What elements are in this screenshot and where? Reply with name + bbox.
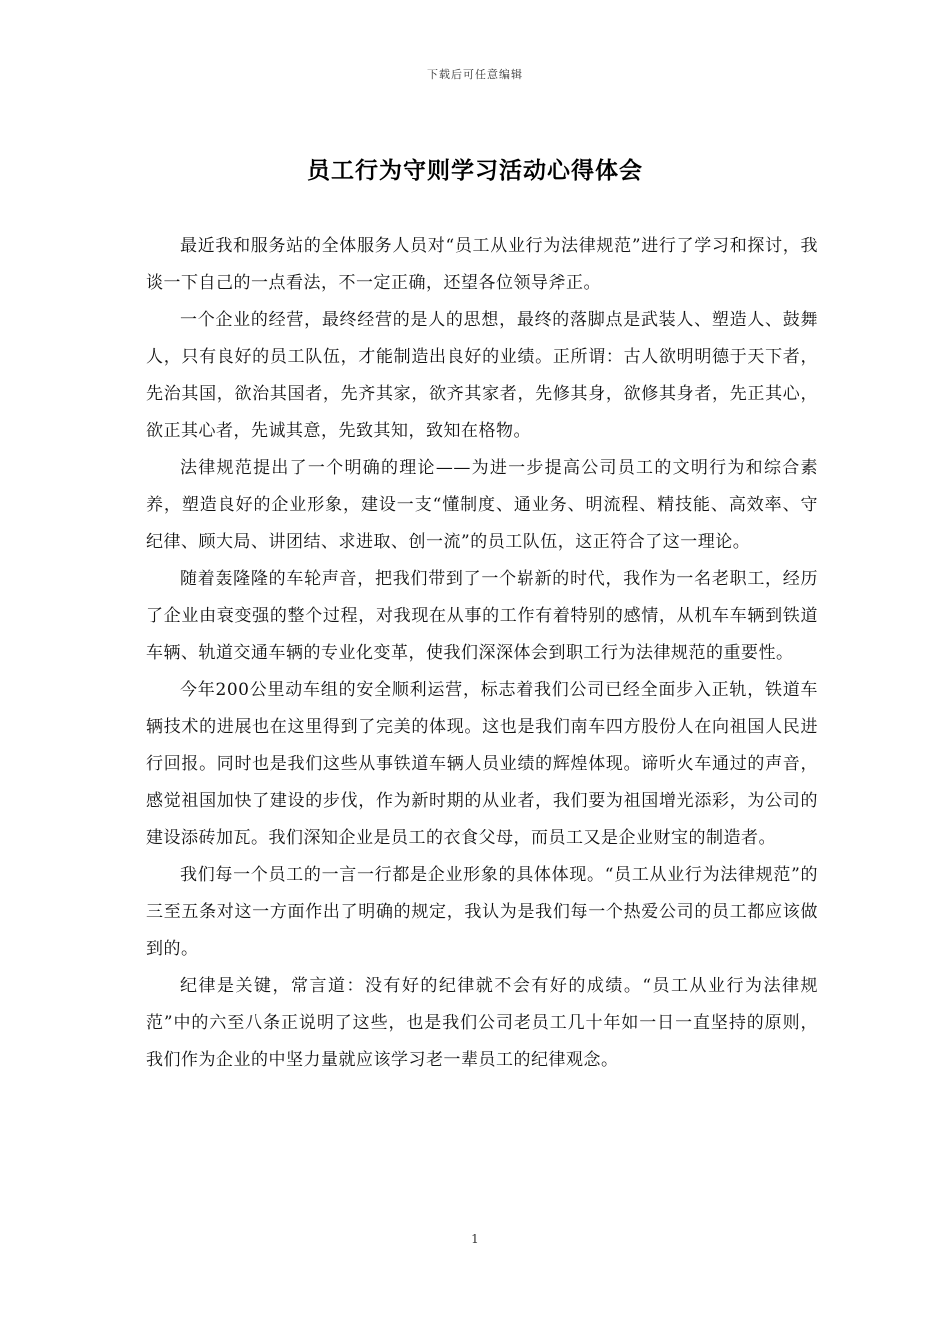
- page-number: 1: [471, 1232, 479, 1246]
- paragraph-7: 纪律是关键，常言道：没有好的纪律就不会有好的成绩。“员工从业行为法律规范”中的六至八条正说明了这些，也是我们公司老员工几十年如一日一直坚持的原则，我们作为企业的中坚力量就应该学习老一辈员工的纪律观念。: [146, 976, 818, 1070]
- paragraph-3: 法律规范提出了一个明确的理论——为进一步提高公司员工的文明行为和综合素养，塑造良好的企业形象，建设一支“懂制度、通业务、明流程、精技能、高效率、守纪律、顾大局、讲团结、求进取、创一流”的员工队伍，这正符合了这一理论。: [146, 458, 818, 552]
- paragraph-5: 今年200公里动车组的安全顺利运营，标志着我们公司已经全面步入正轨，铁道车辆技术的进展也在这里得到了完美的体现。这也是我们南车四方股份人在向祖国人民进行回报。同时也是我们这些从事铁道车辆人员业绩的辉煌体现。谛听火车通过的声音，感觉祖国加快了建设的步伐，作为新时期的从业者，我们要为祖国增光添彩，为公司的建设添砖加瓦。我们深知企业是员工的衣食父母，而员工又是企业财宝的制造者。: [146, 680, 818, 848]
- paragraph-1: 最近我和服务站的全体服务人员对“员工从业行为法律规范”进行了学习和探讨，我谈一下自己的一点看法，不一定正确，还望各位领导斧正。: [146, 236, 818, 293]
- paragraph-6: 我们每一个员工的一言一行都是企业形象的具体体现。“员工从业行为法律规范”的三至五条对这一方面作出了明确的规定，我认为是我们每一个热爱公司的员工都应该做到的。: [146, 865, 818, 959]
- paragraph-2: 一个企业的经营，最终经营的是人的思想，最终的落脚点是武装人、塑造人、鼓舞人，只有良好的员工队伍，才能制造出良好的业绩。正所谓：古人欲明明德于天下者，先治其国，欲治其国者，先齐其家，欲齐其家者，先修其身，欲修其身者，先正其心，欲正其心者，先诚其意，先致其知，致知在格物。: [146, 310, 818, 441]
- document-body: [146, 228, 818, 1079]
- document-title: 员工行为守则学习活动心得体会: [307, 157, 643, 184]
- paragraph-4: 随着轰隆隆的车轮声音，把我们带到了一个崭新的时代，我作为一名老职工，经历了企业由衰变强的整个过程，对我现在从事的工作有着特别的感情，从机车车辆到铁道车辆、轨道交通车辆的专业化变革，使我们深深体会到职工行为法律规范的重要性。: [146, 569, 818, 663]
- header-note: 下载后可任意编辑: [427, 68, 523, 81]
